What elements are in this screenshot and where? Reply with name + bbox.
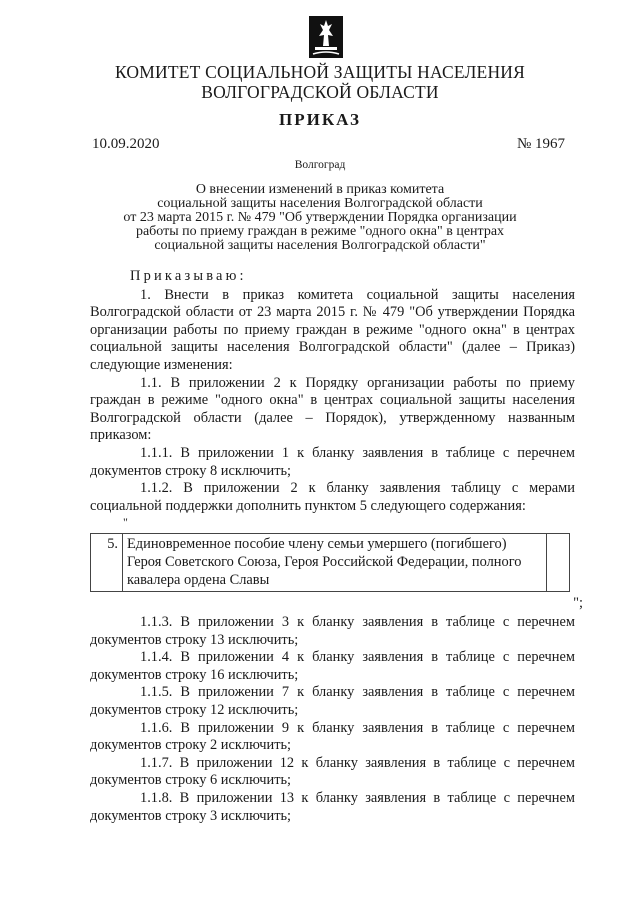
document-body — [90, 268, 583, 825]
document-city: Волгоград — [294, 159, 346, 171]
order-word: Приказываю: — [130, 268, 247, 284]
paragraph-1-1-8: 1.1.8. В приложении 13 к бланку заявления в таблице с перечнем документов строку 3 исключить; — [90, 790, 575, 824]
table-cell-text: Единовременное пособие члену семьи умершего (погибшего) Героя Советского Союза, Героя Российской Федерации, полного кавалера ордена Славы — [123, 534, 547, 592]
paragraph-1-1-1: 1.1.1. В приложении 1 к бланку заявления в таблице с перечнем документов строку 8 исключить; — [90, 444, 575, 479]
table-row — [91, 534, 570, 592]
subject-line: работы по приему граждан в режиме "одного окна" в центрах — [135, 224, 505, 239]
quote-close: "; — [573, 595, 583, 612]
paragraph-1-1-3: 1.1.3. В приложении 3 к бланку заявления в таблице с перечнем документов строку 13 исключить; — [90, 614, 575, 648]
subject-line: социальной защиты населения Волгоградской области — [157, 196, 483, 211]
document-number: № 1967 — [516, 136, 565, 152]
subject-line: социальной защиты населения Волгоградской области" — [154, 238, 486, 253]
document-subject — [100, 183, 540, 253]
paragraph-1-1: 1.1. В приложении 2 к Порядку организации работы по приему граждан в режиме "одного окна" в центрах социальной защиты населения Волгоградской области (далее – Порядок), утвержденному названным приказом: — [90, 374, 575, 444]
quote-open: " — [123, 515, 128, 530]
paragraph-1-1-7: 1.1.7. В приложении 12 к бланку заявления в таблице с перечнем документов строку 6 исключить; — [90, 754, 575, 789]
paragraph-1-1-5: 1.1.5. В приложении 7 к бланку заявления в таблице с перечнем документов строку 12 исключить; — [90, 684, 575, 719]
volgograd-coat-of-arms-icon — [309, 16, 343, 58]
paragraph-1-1-4: 1.1.4. В приложении 4 к бланку заявления в таблице с перечнем документов строку 16 исключить; — [90, 649, 575, 683]
support-measures-table — [90, 533, 570, 592]
subject-line: от 23 марта 2015 г. № 479 "Об утверждении Порядка организации — [123, 210, 517, 225]
paragraph-1-1-6: 1.1.6. В приложении 9 к бланку заявления в таблице с перечнем документов строку 2 исключить; — [90, 719, 575, 754]
table-cell-number: 5. — [91, 534, 123, 592]
committee-name-line1: КОМИТЕТ СОЦИАЛЬНОЙ ЗАЩИТЫ НАСЕЛЕНИЯ — [114, 62, 525, 82]
committee-name-line2: ВОЛГОГРАДСКОЙ ОБЛАСТИ — [201, 82, 439, 102]
paragraph-1-1-2: 1.1.2. В приложении 2 к бланку заявления таблицу с мерами социальной поддержки дополнить пунктом 5 следующего содержания: — [90, 480, 575, 514]
document-type: ПРИКАЗ — [279, 110, 361, 129]
table-cell-empty — [547, 534, 570, 592]
document-date: 10.09.2020 — [92, 136, 160, 152]
subject-line: О внесении изменений в приказ комитета — [195, 182, 445, 197]
paragraph-1: 1. Внести в приказ комитета социальной защиты населения Волгоградской области от 23 марта 2015 г. № 479 "Об утверждении Порядка организации работы по приему граждан в режиме "одного окна" в центрах социальной защиты населения Волгоградской области" (далее – Приказ) следующие изменения: — [90, 286, 575, 373]
committee-name — [0, 62, 640, 102]
